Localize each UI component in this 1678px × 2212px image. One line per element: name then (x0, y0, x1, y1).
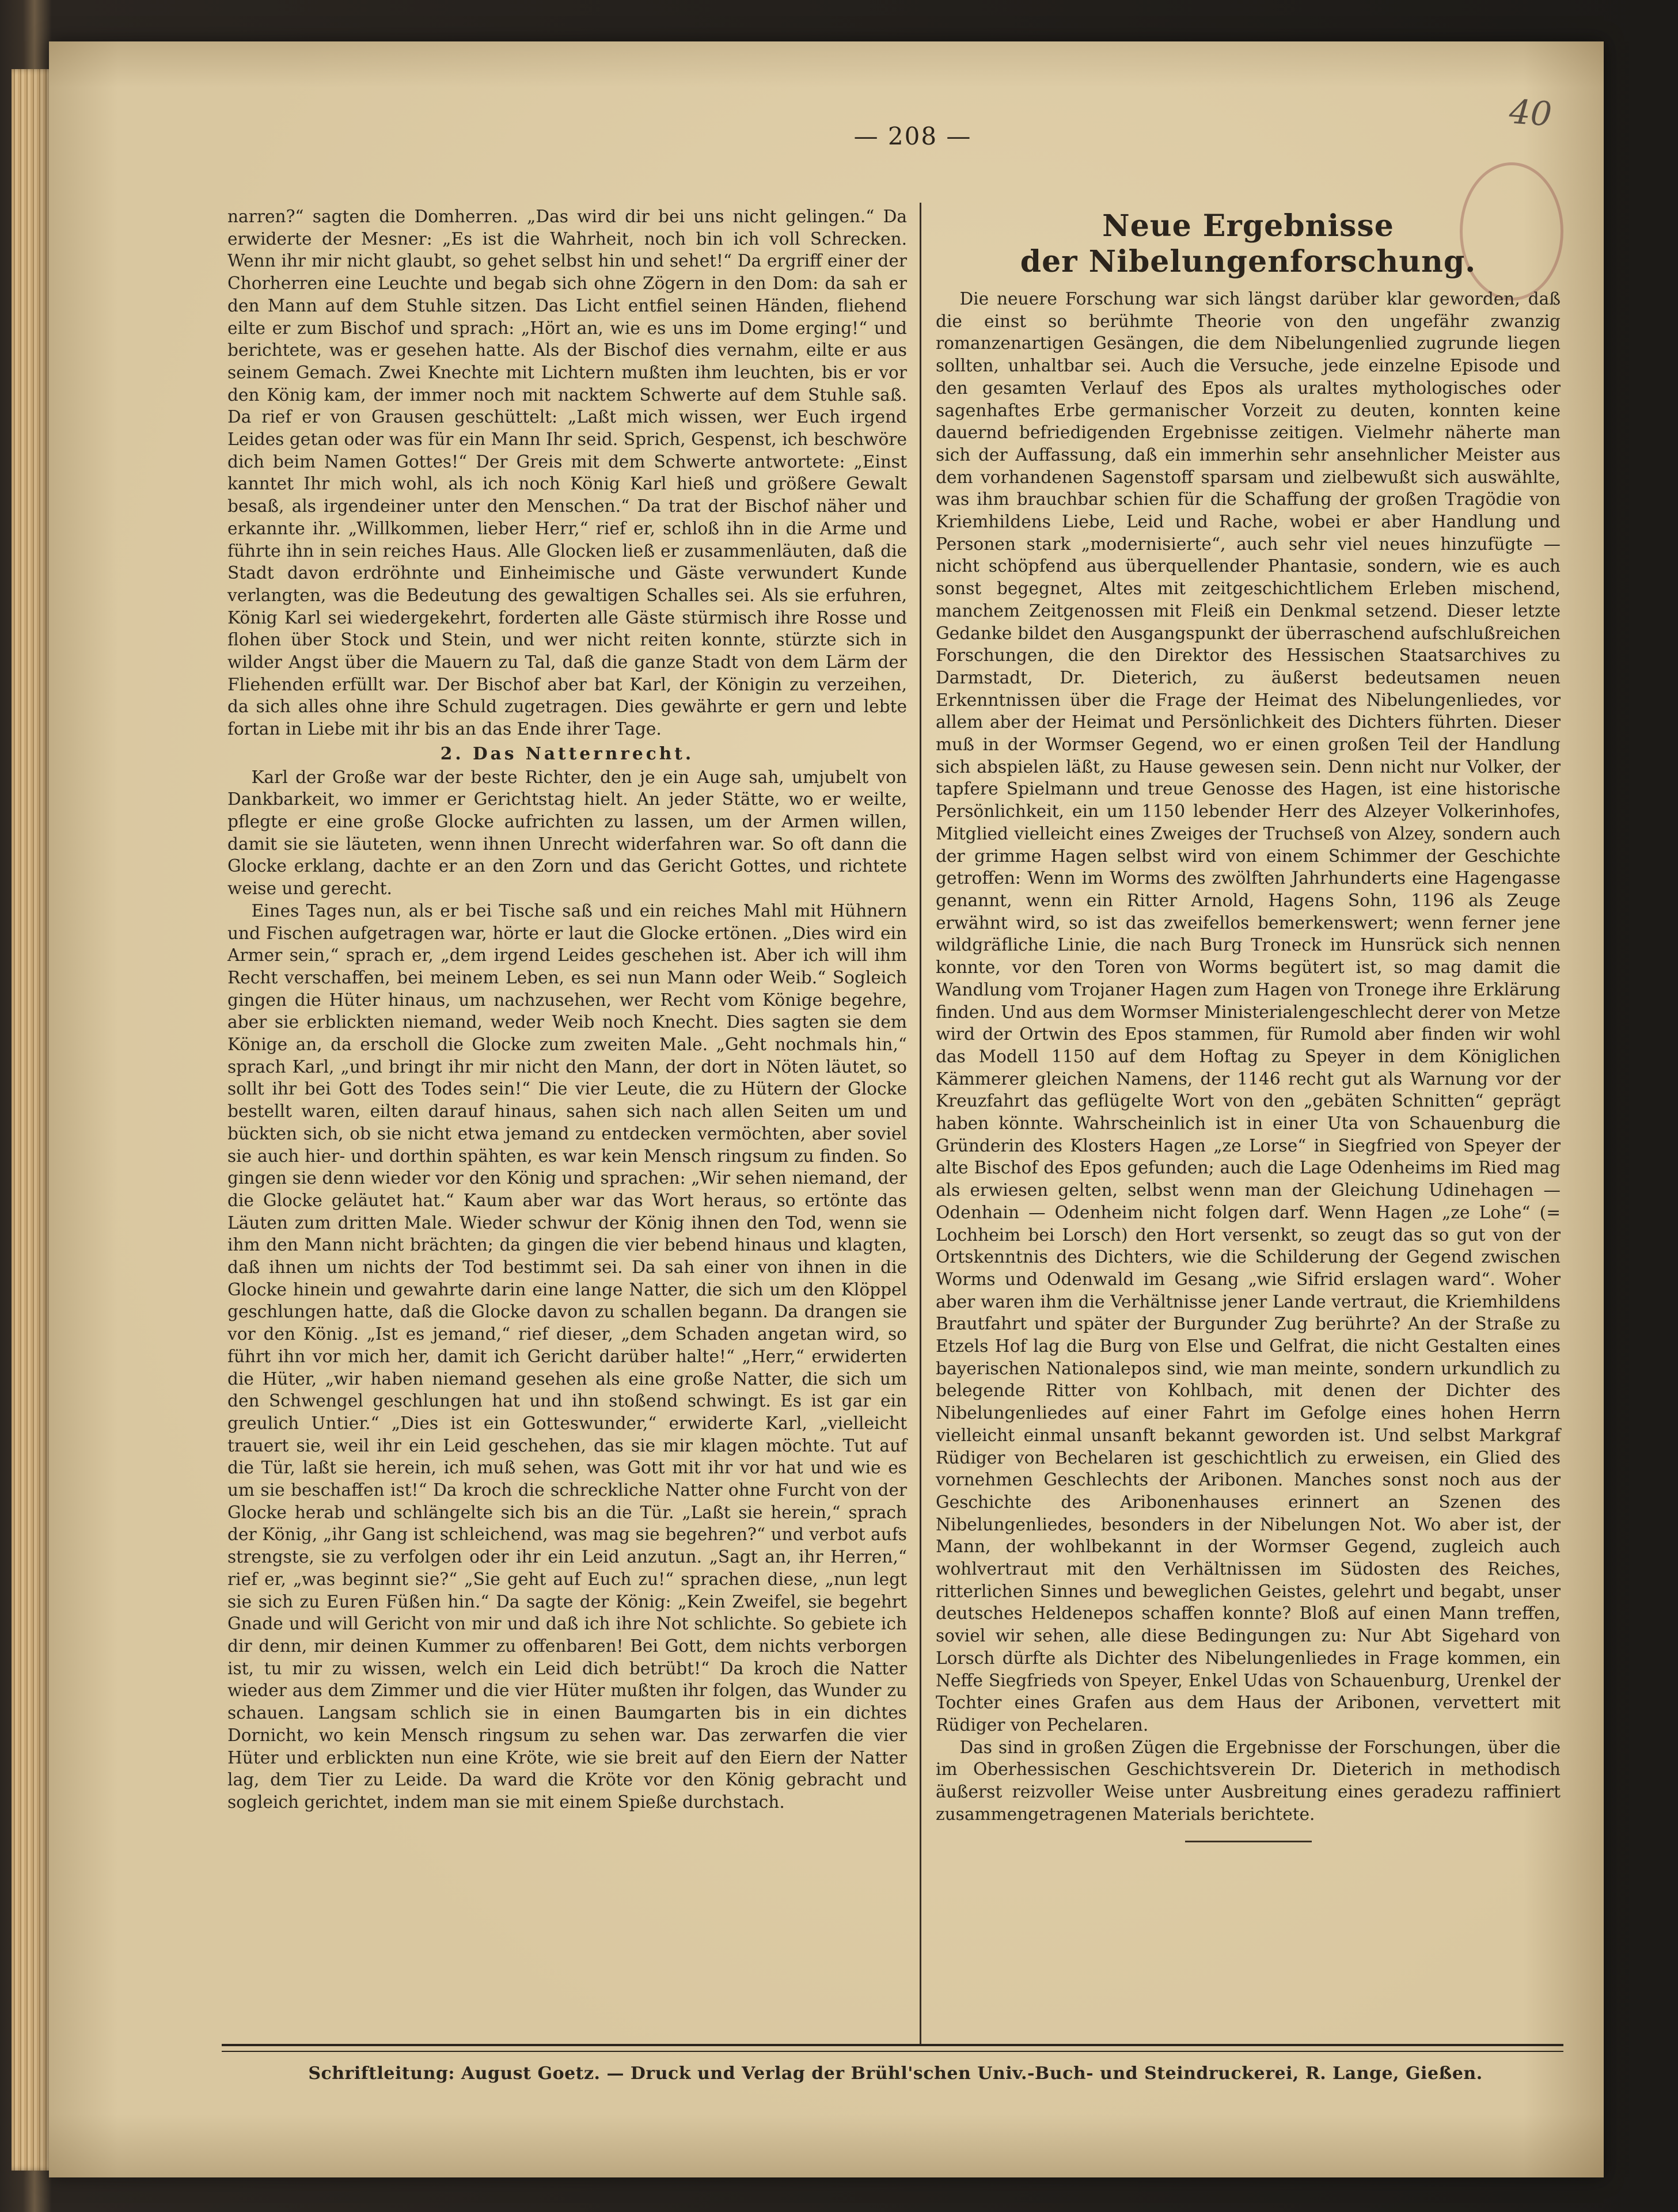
article-title (936, 208, 1561, 280)
right-column (936, 208, 1561, 1842)
right-paragraph-2: Das sind in großen Zügen die Ergebnisse der Forschungen, über die im Oberhessischen Geschichtsverein Dr. Dieterich in methodisch äußerst reizvoller Weise unter Ausbreitung eines geradezu raffiniert zusammengetragenen Materials berichtete. (936, 1737, 1561, 1824)
handwritten-note: 40 (1508, 92, 1554, 134)
left-paragraph-3: Eines Tages nun, als er bei Tische saß und ein reiches Mahl mit Hühnern und Fischen aufgetragen war, hörte er laut die Glocke ertönen. „Dies wird ein Armer sein,“ sprach er, „dem irgend Leides geschehen ist. Aber ich will ihm Recht verschaffen, bei meinem Leben, es sei nun Mann oder Weib.“ Sogleich gingen die Hüter hinaus, um nachzusehen, wer Recht vom Könige begehre, aber sie erblickten niemand, weder Weib noch Knecht. Dies sagten sie dem Könige an, da erscholl die Glocke zum zweiten Male. „Geht nochmals hin,“ sprach Karl, „und bringt ihr mir nicht den Mann, der dort in Nöten läutet, so sollt ihr bei Gott des Todes sein!“ Die vier Leute, die zu Hütern der Glocke bestellt waren, eilten darauf hinaus, sahen sich nach allen Seiten um und bückten sich, ob sie nicht etwa jemand zu entdecken vermöchten, aber soviel sie auch hier- und dorthin spähten, es war kein Mensch ringsum zu finden. So gingen sie denn wieder vor den König und sprachen: „Wir sehen niemand, der die Glocke geläutet hat.“ Kaum aber war das Wort heraus, so ertönte das Läuten zum dritten Male. Wieder schwur der König ihnen den Tod, wenn sie ihm den Mann nicht brächten; da gingen die vier bebend hinaus und klagten, daß ihnen um nichts der Tod bestimmt sei. Da sah einer von ihnen in die Glocke hinein und gewahrte darin eine lange Natter, die sich um den Klöppel geschlungen hatte, daß die Glocke davon zu schallen begann. Da drangen sie vor den König. „Ist es jemand,“ rief dieser, „dem Schaden angetan wird, so führt ihn vor mich her, damit ich Gericht darüber halte!“ „Herr,“ erwiderten die Hüter, „wir haben niemand gesehen als eine große Natter, die sich um den Schwengel geschlungen hat und ihn stoßend schwingt. Es ist gar ein greulich Untier.“ „Dies ist ein Gotteswunder,“ erwiderte Karl, „vielleicht trauert sie, weil ihr ein Leid geschehen, das sie mir klagen möchte. Tut auf die Tür, laßt sie herein, ich muß sehen, was Gott mit ihr vor hat und wie es um sie beschaffen ist!“ Da kroch die schreckliche Natter ohne Furcht von der Glocke herab und schlängelte sich bis an die Tür. „Laßt sie herein,“ sprach der König, „ihr Gang ist schleichend, was mag sie begehren?“ und verbot aufs strengste, sie zu verfolgen oder ihr ein Leid anzutun. „Sagt an, ihr Herren,“ rief er, „was beginnt sie?“ „Sie geht auf Euch zu!“ sprachen diese, „nun legt sie sich zu Euren Füßen hin.“ Da sagte der König: „Kein Zweifel, sie begehrt Gnade und will Gericht von mir und daß ich ihre Not schlichte. So gebiete ich dir denn, mir deinen Kummer zu offenbaren! Bei Gott, dem nichts verborgen ist, tu mir zu wissen, welch ein Leid dich betrübt!“ Da kroch die Natter wieder aus dem Zimmer und die vier Hüter mußten ihr folgen, das Wunder zu schauen. Langsam schlich sie in einen Baumgarten bis in ein dichtes Dornicht, wo kein Mensch ringsum zu sehen war. Das zerwarfen die vier Hüter und erblickten nun eine Kröte, wie sie breit auf den Eiern der Natter lag, dem Tier zu Leide. Da ward die Kröte vor den König gebracht und sogleich gerichtet, indem man sie mit einem Spieße durchstach. (227, 900, 907, 1812)
document-page (49, 41, 1604, 2177)
footer-rule-thin (222, 2051, 1563, 2052)
left-paragraph-2: Karl der Große war der beste Richter, den je ein Auge sah, umjubelt von Dankbarkeit, wo immer er Gerichtstag hielt. An jeder Stätte, wo er weilte, pflegte er eine große Glocke aufrichten zu lassen, um der Armen willen, damit sie sie läuteten, wenn ihnen Unrecht widerfahren war. So oft dann die Glocke erklang, dachte er an den Zorn und das Gericht Gottes, und richtete weise und gerecht. (227, 767, 907, 899)
left-column (227, 206, 907, 1814)
left-paragraph-1: narren?“ sagten die Domherren. „Das wird dir bei uns nicht gelingen.“ Da erwiderte der Mesner: „Es ist die Wahrheit, noch bin ich voll Schrecken. Wenn ihr mir nicht glaubt, so gehet selbst hin und sehet!“ Da ergriff einer der Chorherren eine Leuchte und begab sich ohne Zögern in den Dom: da sah er den Mann auf dem Stuhle sitzen. Das Licht entfiel seinen Händen, fliehend eilte er zum Bischof und sprach: „Hört an, wie es uns im Dome erging!“ und berichtete, was er gesehen hatte. Als der Bischof dies vernahm, eilte er aus seinem Gemach. Zwei Knechte mit Lichtern mußten ihm leuchten, bis er vor den König kam, der immer noch mit nacktem Schwerte auf dem Stuhle saß. Da rief er von Grausen geschüttelt: „Laßt mich wissen, wer Euch irgend Leides getan oder was für ein Mann Ihr seid. Sprich, Gespenst, ich beschwöre dich beim Namen Gottes!“ Der Greis mit dem Schwerte antwortete: „Einst kanntet Ihr mich wohl, als ich noch König Karl hieß und größere Gewalt besaß, als irgendeiner unter den Menschen.“ Da trat der Bischof näher und erkannte ihr. „Willkommen, lieber Herr,“ rief er, schloß ihn in die Arme und führte ihn in sein reiches Haus. Alle Glocken ließ er zusammenläuten, daß die Stadt davon erdröhnte und Einheimische und Gäste verwundert Kunde verlangten, was die Bedeutung des gewaltigen Schalles sei. Als sie erfuhren, König Karl sei wiedergekehrt, forderten alle Gäste stürmisch ihre Rosse und flohen über Stock und Stein, und wer nicht reiten konnte, stürzte sich in wilder Angst über die Mauern zu Tal, daß die ganze Stadt von dem Lärm der Fliehenden erfüllt war. Der Bischof aber bat Karl, der Königin zu verzeihen, da sich alles ohne ihre Schuld zugetragen. Dies gewährte er gern und lebte fortan in Liebe mit ihr bis an das Ende ihrer Tage. (227, 207, 907, 739)
right-paragraph-1: Die neuere Forschung war sich längst darüber klar geworden, daß die einst so berühmte Theorie von den ungefähr zwanzig romanzenartigen Gesängen, die dem Nibelungenlied zugrunde liegen sollten, unhaltbar sei. Auch die Versuche, jede einzelne Episode und den gesamten Verlauf des Epos als uraltes mythologisches oder sagenhaftes Erbe germanischer Vorzeit zu deuten, konnten keine dauernd befriedigenden Ergebnisse zeitigen. Vielmehr näherte man sich der Auffassung, daß ein immerhin sehr ansehnlicher Meister aus dem vorhandenen Sagenstoff sparsam und zielbewußt sich auswählte, was ihm brauchbar schien für die Schaffung der großen Tragödie von Kriemhildens Liebe, Leid und Rache, wobei er aber Handlung und Personen stark „modernisierte“, auch sehr viel neues hinzufügte — nicht schöpfend aus überquellender Phantasie, sondern, wie es auch sonst begegnet, Altes mit zeitgeschichtlichem Erleben mischend, manchem Zeitgenossen mit Fleiß ein Denkmal setzend. Dieser letzte Gedanke bildet den Ausgangspunkt der überraschend aufschlußreichen Forschungen, die den Direktor des Hessischen Staatsarchives zu Darmstadt, Dr. Dieterich, zu äußerst bedeutsamen neuen Erkenntnissen über die Frage der Heimat des Nibelungenliedes, vor allem aber der Heimat und Persönlichkeit des Dichters führten. Dieser muß in der Wormser Gegend, wo er einen großen Teil der Handlung sich abspielen läßt, zu Hause gewesen sein. Denn nicht nur Volker, der tapfere Spielmann und treue Genosse des Hagen, ist eine historische Persönlichkeit, ein um 1150 lebender Herr des Alzeyer Volkerinhofes, Mitglied vielleicht eines Zweiges der Truchseß von Alzey, sondern auch der grimme Hagen selbst wird von einem Schimmer der Geschichte getroffen: Wenn im Worms des zwölften Jahrhunderts eine Hagengasse genannt, wenn ein Ritter Arnold, Hagens Sohn, 1196 als Zeuge erwähnt wird, so ist das zweifellos bemerkenswert; wenn ferner jene wildgräfliche Linie, die nach Burg Troneck im Hunsrück sich nennen konnte, vor den Toren von Worms begütert ist, so mag damit die Wandlung vom Trojaner Hagen zum Hagen von Tronege ihre Erklärung finden. Und aus dem Wormser Ministerialengeschlecht derer von Metze wird der Ortwin des Epos stammen, für Rumold aber finden wir wohl das Modell 1150 auf dem Hoftag zu Speyer in dem Königlichen Kämmerer gleichen Namens, der 1146 recht gut als Warnung vor der Kreuzfahrt das geflügelte Wort von den „gebäten Schnitten“ geprägt haben könnte. Wahrscheinlich ist in einer Uta von Schauenburg die Gründerin des Klosters Hagen „ze Lorse“ in Siegfried von Speyer der alte Bischof des Epos gefunden; auch die Lage Odenheims im Ried mag als erwiesen gelten, selbst wenn man der Gleichung Udinehagen — Odenhain — Odenheim nicht folgen darf. Wenn Hagen „ze Lohe“ (= Lochheim bei Lorsch) den Hort versenkt, so zeugt das so gut von der Ortskenntnis des Dichters, wie die Schilderung der Gegend zwischen Worms und Odenwald im Gesang „wie Sifrid erslagen ward“. Woher aber waren ihm die Verhältnisse jener Lande vertraut, die Kriemhildens Brautfahrt und später der Burgunder Zug berührte? An der Straße zu Etzels Hof lag die Burg von Else und Gelfrat, die nicht Gestalten eines bayerischen Nationalepos sind, wie man meinte, sondern urkundlich zu belegende Ritter von Kohlbach, mit denen der Dichter des Nibelungenliedes auf einer Fahrt im Gefolge eines hohen Herrn vielleicht einmal unsanft bekannt geworden ist. Und selbst Markgraf Rüdiger von Bechelaren ist geschichtlich zu erweisen, ein Glied des vornehmen Geschlechts der Aribonen. Manches sonst noch aus der Geschichte des Aribonenhauses erinnert an Szenen des Nibelungenliedes, besonders in der Nibelungen Not. Wo aber ist, der Mann, der wohlbekannt in der Wormser Gegend, zugleich auch wohlvertraut mit den Verhältnissen im Südosten des Reiches, ritterlichen Sinnes und beweglichen Geistes, gelehrt und begabt, unser deutsches Heldenepos schaffen konnte? Bloß auf einen Mann treffen, soviel wir sehen, alle diese Bedingungen zu: Nur Abt Sigehard von Lorsch dürfte als Dichter des Nibelungenliedes in Frage kommen, ein Neffe Siegfrieds von Speyer, Enkel Udas von Schauenburg, Urenkel der Tochter eines Grafen aus dem Haus der Aribonen, vervettert mit Rüdiger von Pechelaren. (936, 289, 1561, 1735)
footer-rule-thick (222, 2044, 1563, 2046)
article-end-rule (1185, 1841, 1312, 1842)
page-number: — 208 — (853, 122, 972, 150)
imprint: Schriftleitung: August Goetz. — Druck und Verlag der Brühl'schen Univ.-Buch- und Steindruckerei, R. Lange, Gießen. (308, 2063, 1483, 2084)
article-title-line-2: der Nibelungenforschung. (1020, 244, 1476, 279)
page-stack-edge (12, 69, 55, 2171)
footer-rules (222, 2044, 1563, 2052)
column-divider (920, 203, 921, 2045)
article-title-line-1: Neue Ergebnisse (1102, 208, 1394, 244)
section-heading: 2. Das Natternrecht. (440, 743, 694, 763)
